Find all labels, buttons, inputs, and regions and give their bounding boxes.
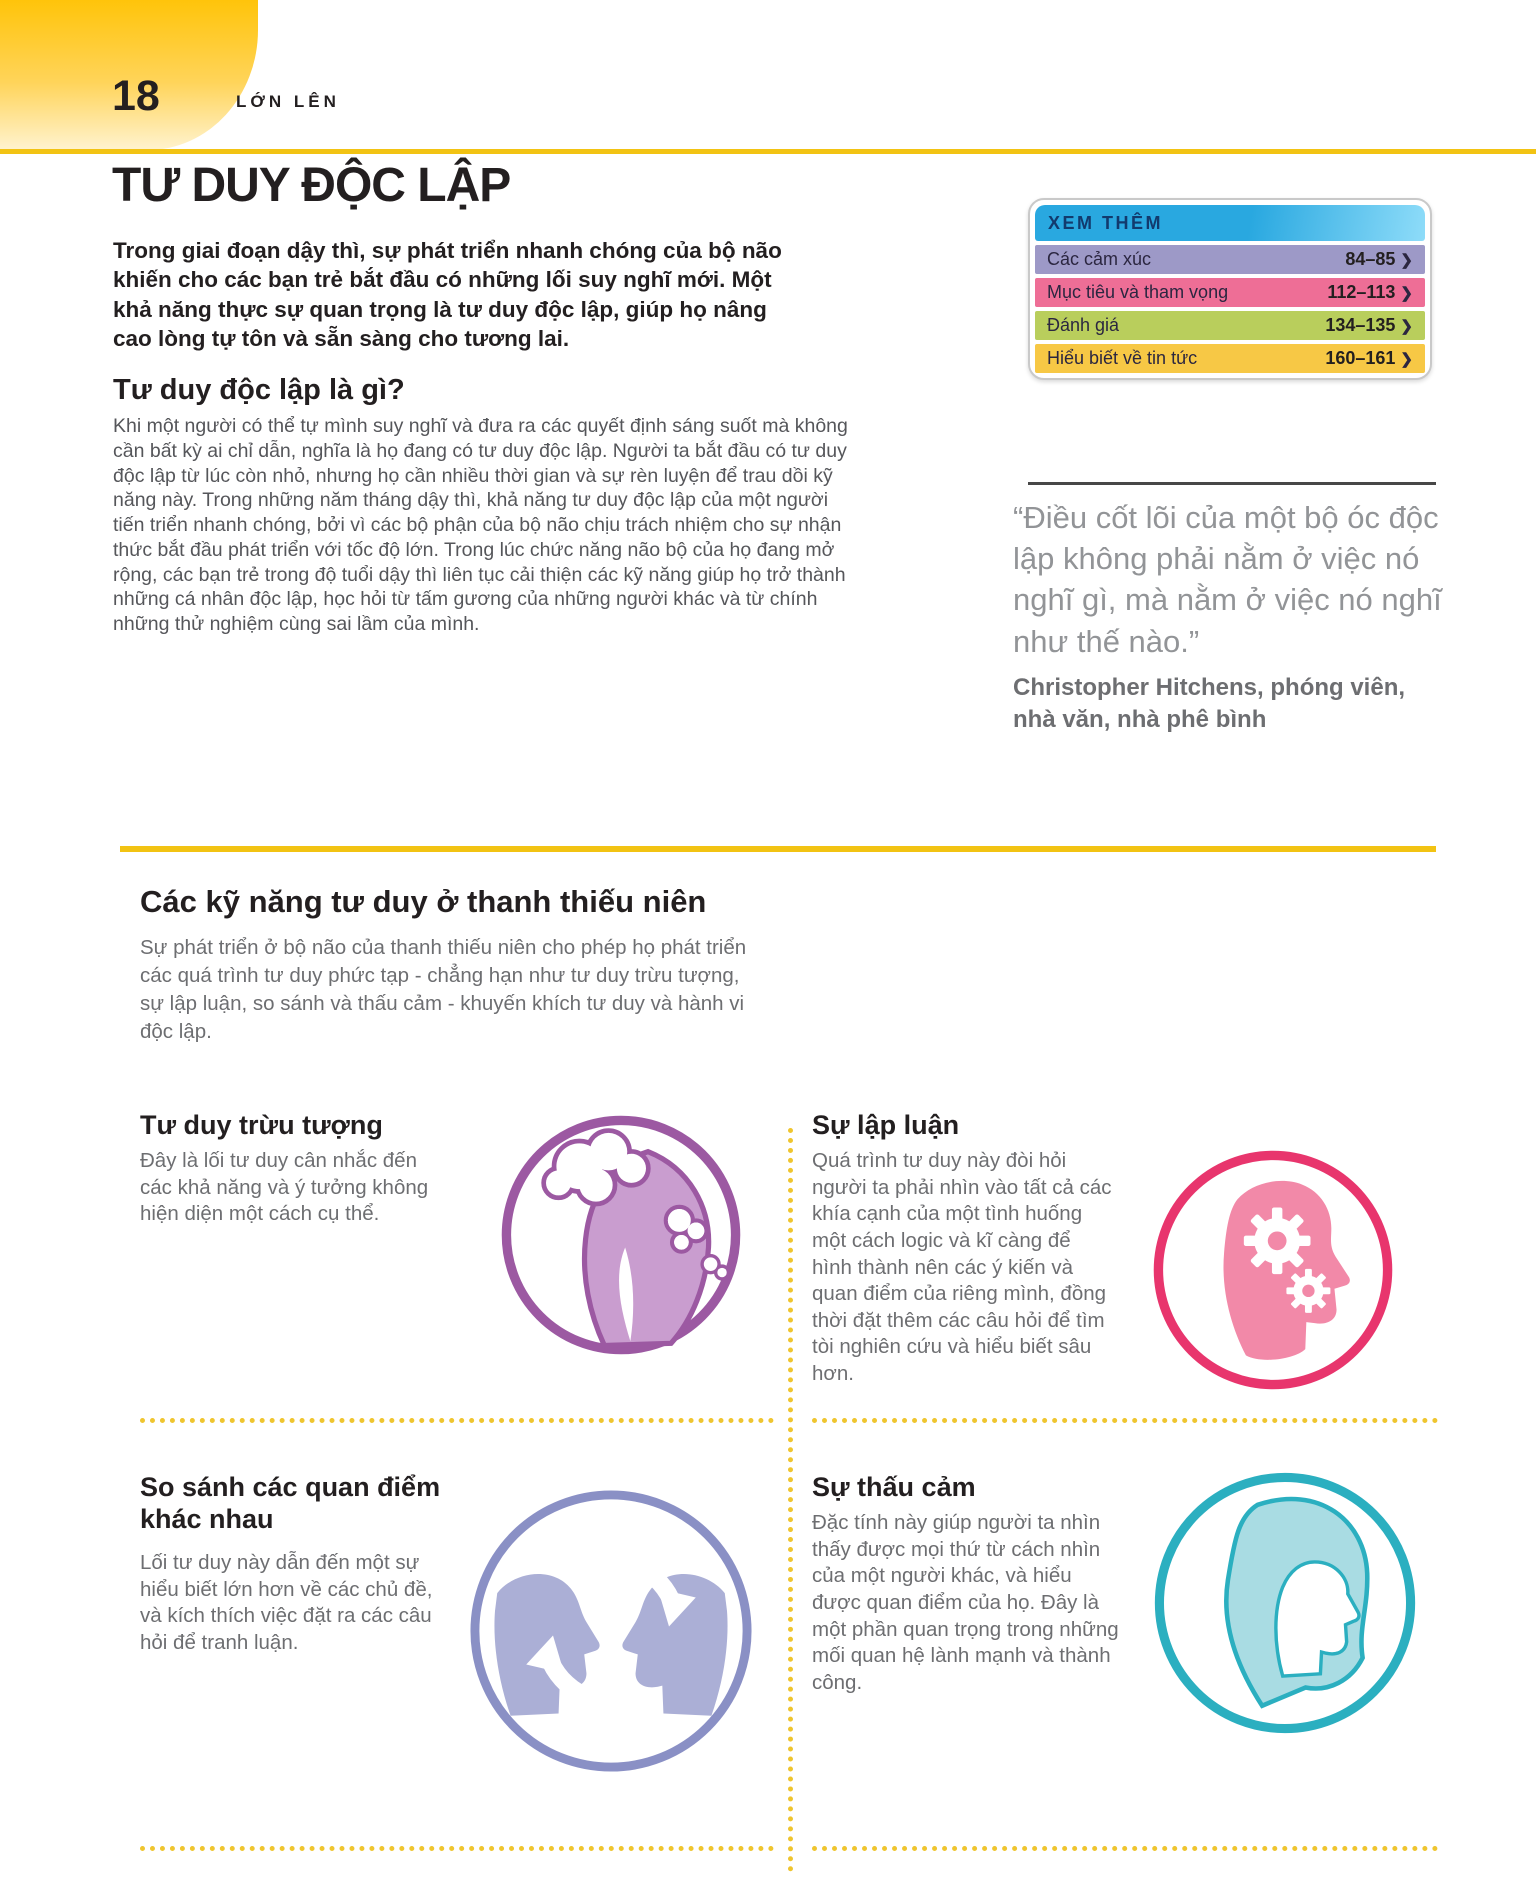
chevron-right-icon: ❯ bbox=[1400, 351, 1413, 368]
skill-body-reasoning: Quá trình tư duy này đòi hỏi người ta phải nhìn vào tất cả các khía cạnh của một tình huống một cách logic và kĩ càng để hình thành nên các ý kiến và quan điểm của riêng mình, đồng thời đặt thêm các câu hỏi để tìm tòi nghiên cứu và hiểu biết sâu hơn. bbox=[812, 1149, 1112, 1386]
head-gears-icon bbox=[1148, 1145, 1398, 1395]
dotted-divider-vertical bbox=[788, 1128, 793, 1872]
page-title: TƯ DUY ĐỘC LẬP bbox=[112, 159, 511, 212]
overlapping-profiles-icon bbox=[1148, 1466, 1422, 1740]
subheading-what-is: Tư duy độc lập là gì? bbox=[113, 374, 405, 406]
chevron-right-icon: ❯ bbox=[1400, 318, 1413, 335]
head-thought-clouds-icon bbox=[496, 1110, 746, 1360]
see-also-label: Đánh giá bbox=[1047, 315, 1120, 335]
facing-heads-cycle-arrows-icon bbox=[466, 1486, 756, 1776]
chevron-right-icon: ❯ bbox=[1400, 285, 1413, 302]
dotted-divider-horizontal bbox=[812, 1418, 1438, 1423]
article-intro: Trong giai đoạn dậy thì, sự phát triển nhanh chóng của bộ não khiến cho các bạn trẻ bắt đầu có những lối suy nghĩ mới. Một khả năng thực sự quan trọng là tư duy độc lập, giúp họ nâng cao lòng tự tôn và sẵn sàng cho tương lai. bbox=[113, 238, 782, 351]
header-rule bbox=[0, 149, 1536, 154]
see-also-pages: 160–161 bbox=[1325, 348, 1396, 368]
quote-rule bbox=[1028, 482, 1436, 485]
body-paragraph: Khi một người có thể tự mình suy nghĩ và đưa ra các quyết định sáng suốt mà không cần bất kỳ ai chỉ dẫn, nghĩa là họ đang có tư duy độc lập. Người ta bắt đầu có tư duy độc lập từ lúc còn nhỏ, nhưng họ cần nhiều thời gian và sự rèn luyện để trau dồi kỹ năng này. Trong những năm tháng dậy thì, khả năng tư duy độc lập của một người tiến triển nhanh chóng, bởi vì các bộ phận của bộ não chịu trách nhiệm cho sự nhận thức bắt đầu phát triển với tốc độ lớn. Trong lúc chức năng não bộ của họ đang mở rộng, các bạn trẻ trong độ tuổi dậy thì liên tục cải thiện các kỹ năng giúp họ trở thành những cá nhân độc lập, học hỏi từ tấm gương của những người khác và từ chính những thử nghiệm cùng sai lầm của mình. bbox=[113, 415, 848, 635]
pull-quote bbox=[1013, 497, 1449, 735]
skill-body-empathy: Đặc tính này giúp người ta nhìn thấy được mọi thứ từ cách nhìn của một người khác, và hiểu được quan điểm của họ. Đây là một phần quan trọng trong những mối quan hệ lành mạnh và thành công. bbox=[812, 1511, 1119, 1694]
see-also-row-news bbox=[1035, 344, 1425, 373]
dotted-divider-horizontal bbox=[812, 1846, 1438, 1851]
chevron-right-icon: ❯ bbox=[1400, 252, 1413, 269]
see-also-label: Mục tiêu và tham vọng bbox=[1047, 282, 1229, 302]
skill-title-reasoning: Sự lập luận bbox=[812, 1110, 960, 1140]
see-also-label: Hiểu biết về tin tức bbox=[1047, 348, 1198, 368]
see-also-box bbox=[1028, 198, 1432, 380]
see-also-title: XEM THÊM bbox=[1035, 205, 1425, 241]
skill-title-empathy: Sự thấu cảm bbox=[812, 1472, 976, 1502]
see-also-row-emotions bbox=[1035, 245, 1425, 274]
see-also-row-goals bbox=[1035, 278, 1425, 307]
skill-title-abstract-thinking: Tư duy trừu tượng bbox=[140, 1110, 383, 1140]
quote-attribution: Christopher Hitchens, phóng viên, nhà văn, nhà phê bình bbox=[1013, 673, 1406, 733]
see-also-pages: 112–113 bbox=[1327, 282, 1396, 302]
see-also-pages: 134–135 bbox=[1325, 315, 1396, 335]
dotted-divider-horizontal bbox=[140, 1846, 774, 1851]
see-also-label: Các cảm xúc bbox=[1047, 249, 1152, 269]
see-also-pages: 84–85 bbox=[1345, 249, 1396, 269]
see-also-row-judgement bbox=[1035, 311, 1425, 340]
page-number: 18 bbox=[112, 72, 160, 120]
chapter-label: LỚN LÊN bbox=[236, 92, 340, 111]
quote-text: “Điều cốt lõi của một bộ óc độc lập không phải nằm ở việc nó nghĩ gì, mà nằm ở việc nó nghĩ như thế nào.” bbox=[1013, 500, 1442, 659]
section-divider bbox=[120, 846, 1436, 852]
skills-intro: Sự phát triển ở bộ não của thanh thiếu niên cho phép họ phát triển các quá trình tư duy phức tạp - chẳng hạn như tư duy trừu tượng, sự lập luận, so sánh và thấu cảm - khuyến khích tư duy và hành vi độc lập. bbox=[140, 936, 747, 1043]
skill-body-abstract-thinking: Đây là lối tư duy cân nhắc đến các khả năng và ý tưởng không hiện diện một cách cụ thể. bbox=[140, 1149, 429, 1226]
dotted-divider-horizontal bbox=[140, 1418, 774, 1423]
skill-body-comparing-viewpoints: Lối tư duy này dẫn đến một sự hiểu biết lớn hơn về các chủ đề, và kích thích việc đặt ra các câu hỏi để tranh luận. bbox=[140, 1551, 433, 1654]
skill-title-comparing-viewpoints: So sánh các quan điểm khác nhau bbox=[140, 1472, 441, 1534]
skills-heading: Các kỹ năng tư duy ở thanh thiếu niên bbox=[140, 884, 707, 919]
